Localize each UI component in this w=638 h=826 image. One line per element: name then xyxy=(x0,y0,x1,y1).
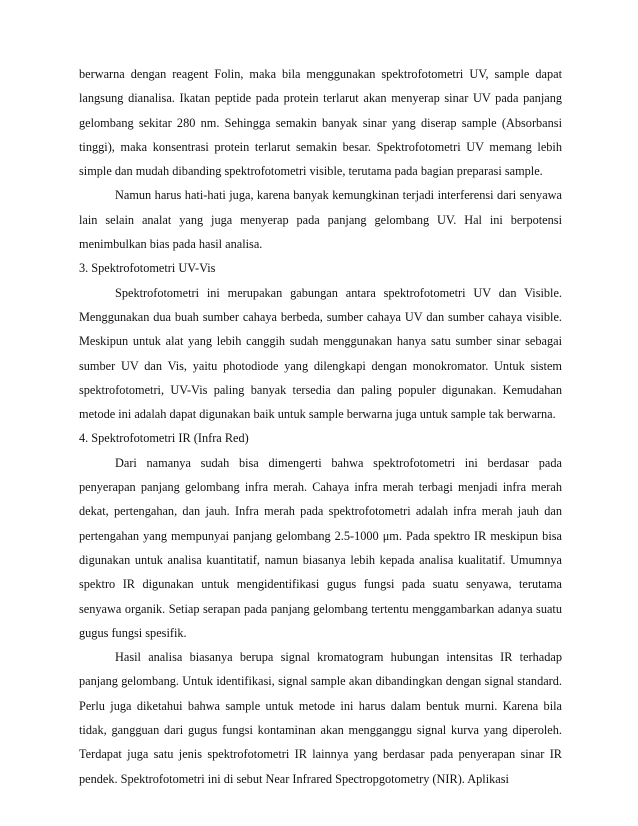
paragraph-ir-analysis: Hasil analisa biasanya berupa signal kromatogram hubungan intensitas IR terhadap panjang gelombang. Untuk identifikasi, signal sample akan dibandingkan dengan signal standard. Perlu juga diketahui bahwa sample untuk metode ini harus dalam bentuk murni. Karena bila tidak, gangguan dari gugus fungsi kontaminan akan mengganggu signal kurva yang diperoleh. Terdapat juga satu jenis spektrofotometri IR lainnya yang berdasar pada penyerapan sinar IR pendek. Spektrofotometri ini di sebut Near Infrared Spectropgotometry (NIR). Aplikasi xyxy=(79,650,562,786)
paragraph-uv-continuation: berwarna dengan reagent Folin, maka bila menggunakan spektrofotometri UV, sample dapat langsung dianalisa. Ikatan peptide pada protein terlarut akan menyerap sinar UV pada panjang gelombang sekitar 280 nm. Sehingga semakin banyak sinar yang diserap sample (Absorbansi tinggi), maka konsentrasi protein terlarut semakin besar. Spektrofotometri UV memang lebih simple dan mudah dibanding spektrofotometri visible, terutama pada bagian preparasi sample. xyxy=(79,67,562,179)
paragraph-uv-interference: Namun harus hati-hati juga, karena banyak kemungkinan terjadi interferensi dari senyawa lain selain analat yang juga menyerap pada panjang gelombang UV. Hal ini berpotensi menimbulkan bias pada hasil analisa. xyxy=(79,188,562,252)
section-heading-uv-vis: 3. Spektrofotometri UV-Vis xyxy=(79,261,216,276)
paragraph-uv-vis: Spektrofotometri ini merupakan gabungan antara spektrofotometri UV dan Visible. Menggunakan dua buah sumber cahaya berbeda, sumber cahaya UV dan sumber cahaya visible. Meskipun untuk alat yang lebih canggih sudah menggunakan hanya satu sumber sinar sebagai sumber UV dan Vis, yaitu photodiode yang dilengkapi dengan monokromator. Untuk sistem spektrofotometri, UV-Vis paling banyak tersedia dan paling populer digunakan. Kemudahan metode ini adalah dapat digunakan baik untuk sample berwarna juga untuk sample tak berwarna. xyxy=(79,285,562,422)
document-body xyxy=(79,62,562,791)
section-heading-ir: 4. Spektrofotometri IR (Infra Red) xyxy=(79,431,249,446)
paragraph-ir-definition: Dari namanya sudah bisa dimengerti bahwa spektrofotometri ini berdasar pada penyerapan panjang gelombang infra merah. Cahaya infra merah terbagi menjadi infra merah dekat, pertengahan, dan jauh. Infra merah pada spektrofotometri adalah infra merah jauh dan pertengahan yang mempunyai panjang gelombang 2.5-1000 μm. Pada spektro IR meskipun bisa digunakan untuk analisa kuantitatif, namun biasanya lebih kepada analisa kualitatif. Umumnya spektro IR digunakan untuk mengidentifikasi gugus fungsi pada suatu senyawa, terutama senyawa organik. Setiap serapan pada panjang gelombang tertentu menggambarkan adanya suatu gugus fungsi spesifik. xyxy=(79,455,562,640)
